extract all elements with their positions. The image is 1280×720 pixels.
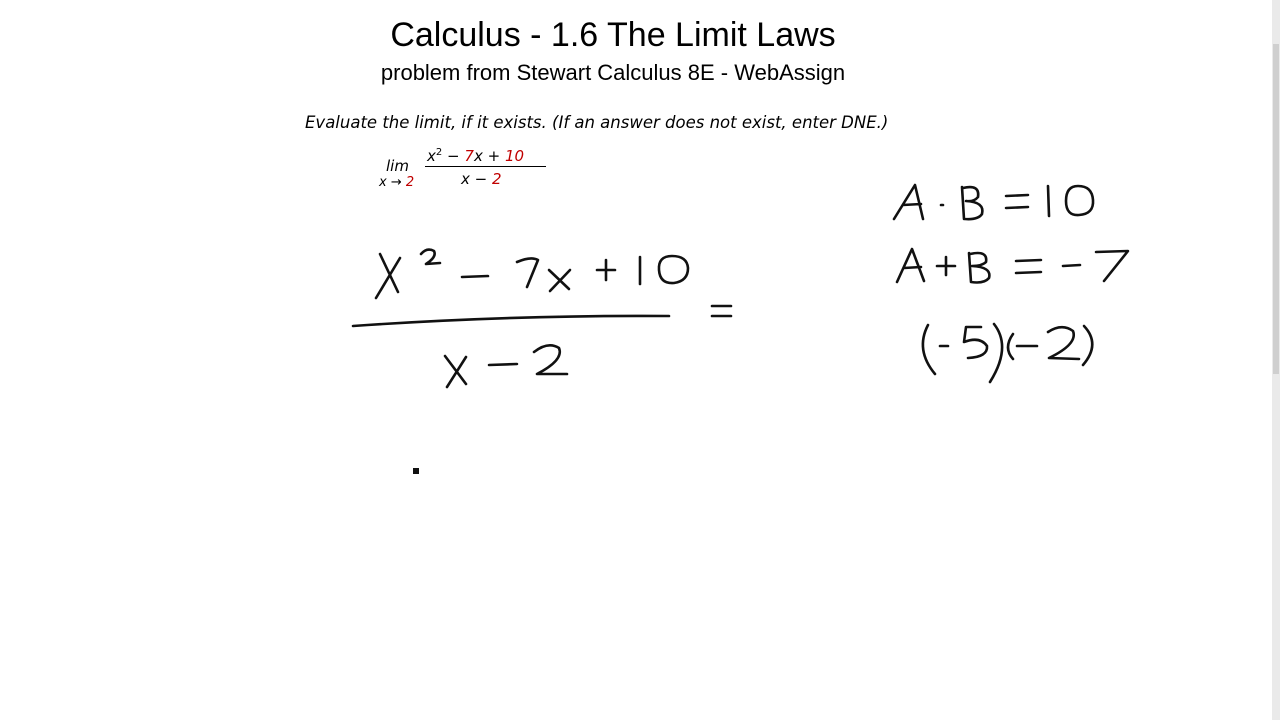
limit-numerator: $x^2 - 7x + 10$	[427, 147, 525, 165]
handwritten-fraction	[353, 250, 731, 387]
handwritten-factors	[923, 324, 1092, 382]
limit-denominator: x − 2	[461, 170, 502, 188]
handwritten-eq2	[897, 249, 1128, 283]
handwritten-eq1	[894, 185, 1093, 219]
lim-label: lim	[386, 157, 409, 175]
page-title: Calculus - 1.6 The Limit Laws	[390, 16, 836, 54]
pen-cursor-dot	[413, 468, 419, 474]
lim-subscript: x → 2	[379, 175, 415, 190]
vertical-scrollbar[interactable]	[1272, 0, 1280, 720]
scrollbar-thumb[interactable]	[1273, 44, 1279, 374]
page-subtitle: problem from Stewart Calculus 8E - WebAssign	[380, 60, 846, 85]
problem-instruction: Evaluate the limit, if it exists. (If an answer does not exist, enter DNE.)	[305, 113, 889, 132]
